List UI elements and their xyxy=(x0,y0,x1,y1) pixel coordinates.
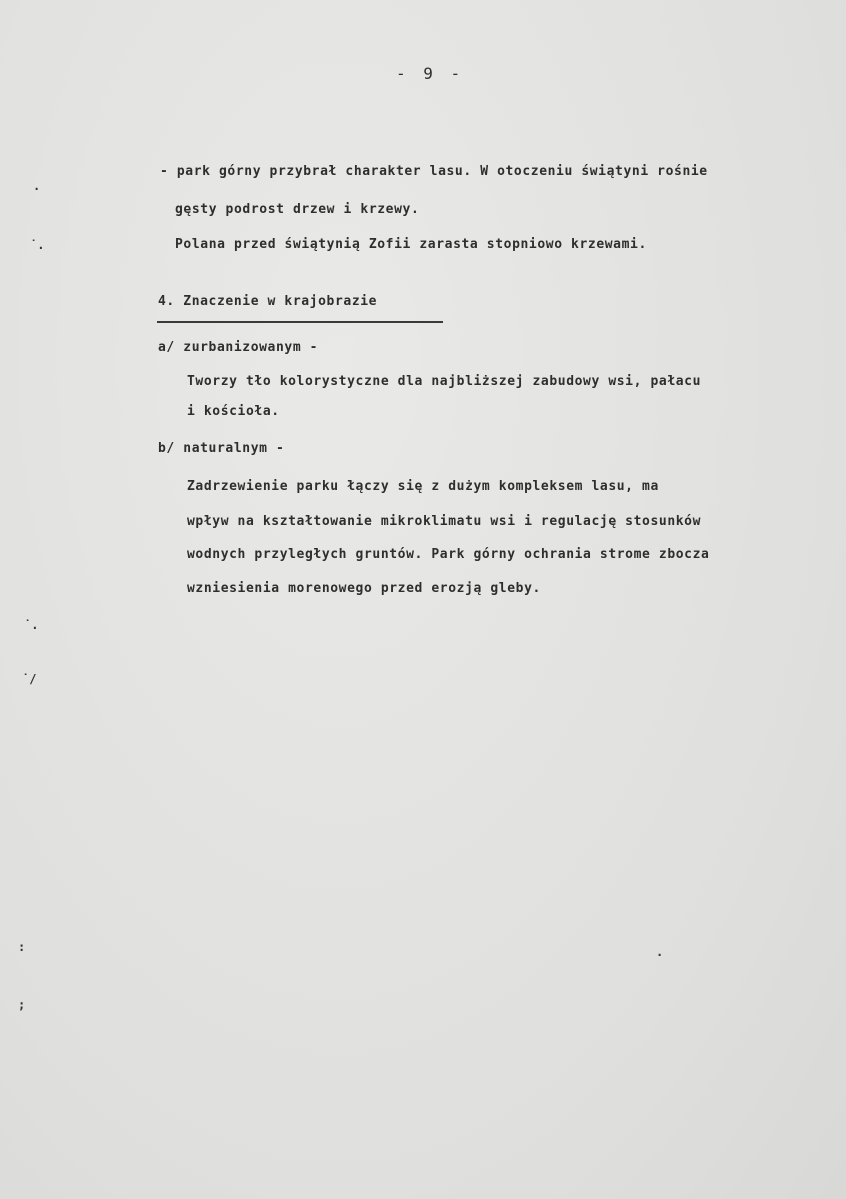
text-line: Polana przed świątynią Zofii zarasta stopniowo krzewami. xyxy=(175,237,647,252)
section-heading: 4. Znaczenie w krajobrazie xyxy=(158,294,378,309)
subsection-label: a/ zurbanizowanym - xyxy=(158,340,319,355)
scan-speck: ˙/ xyxy=(22,672,37,686)
scan-speck: ˙. xyxy=(24,618,39,632)
page-number: - 9 - xyxy=(396,64,465,83)
scan-speck: ; xyxy=(18,998,26,1012)
scan-speck: · xyxy=(656,948,664,962)
heading-underline xyxy=(157,321,443,323)
text-line: wpływ na kształtowanie mikroklimatu wsi i regulację stosunków xyxy=(187,514,702,529)
text-line: wodnych przyległych gruntów. Park górny ochrania strome zbocza xyxy=(187,547,710,562)
text-line: wzniesienia morenowego przed erozją gleby. xyxy=(187,581,541,596)
scan-speck: · xyxy=(33,182,41,196)
text-line: Zadrzewienie parku łączy się z dużym kompleksem lasu, ma xyxy=(187,479,659,494)
text-line: Tworzy tło kolorystyczne dla najbliższej zabudowy wsi, pałacu xyxy=(187,374,702,389)
text-line: i kościoła. xyxy=(187,404,280,419)
text-line: gęsty podrost drzew i krzewy. xyxy=(175,202,420,217)
scan-speck: ˙. xyxy=(30,238,45,252)
text-line: - park górny przybrał charakter lasu. W otoczeniu świątyni rośnie xyxy=(160,164,708,179)
scan-speck: : xyxy=(18,940,26,954)
subsection-label: b/ naturalnym - xyxy=(158,441,285,456)
